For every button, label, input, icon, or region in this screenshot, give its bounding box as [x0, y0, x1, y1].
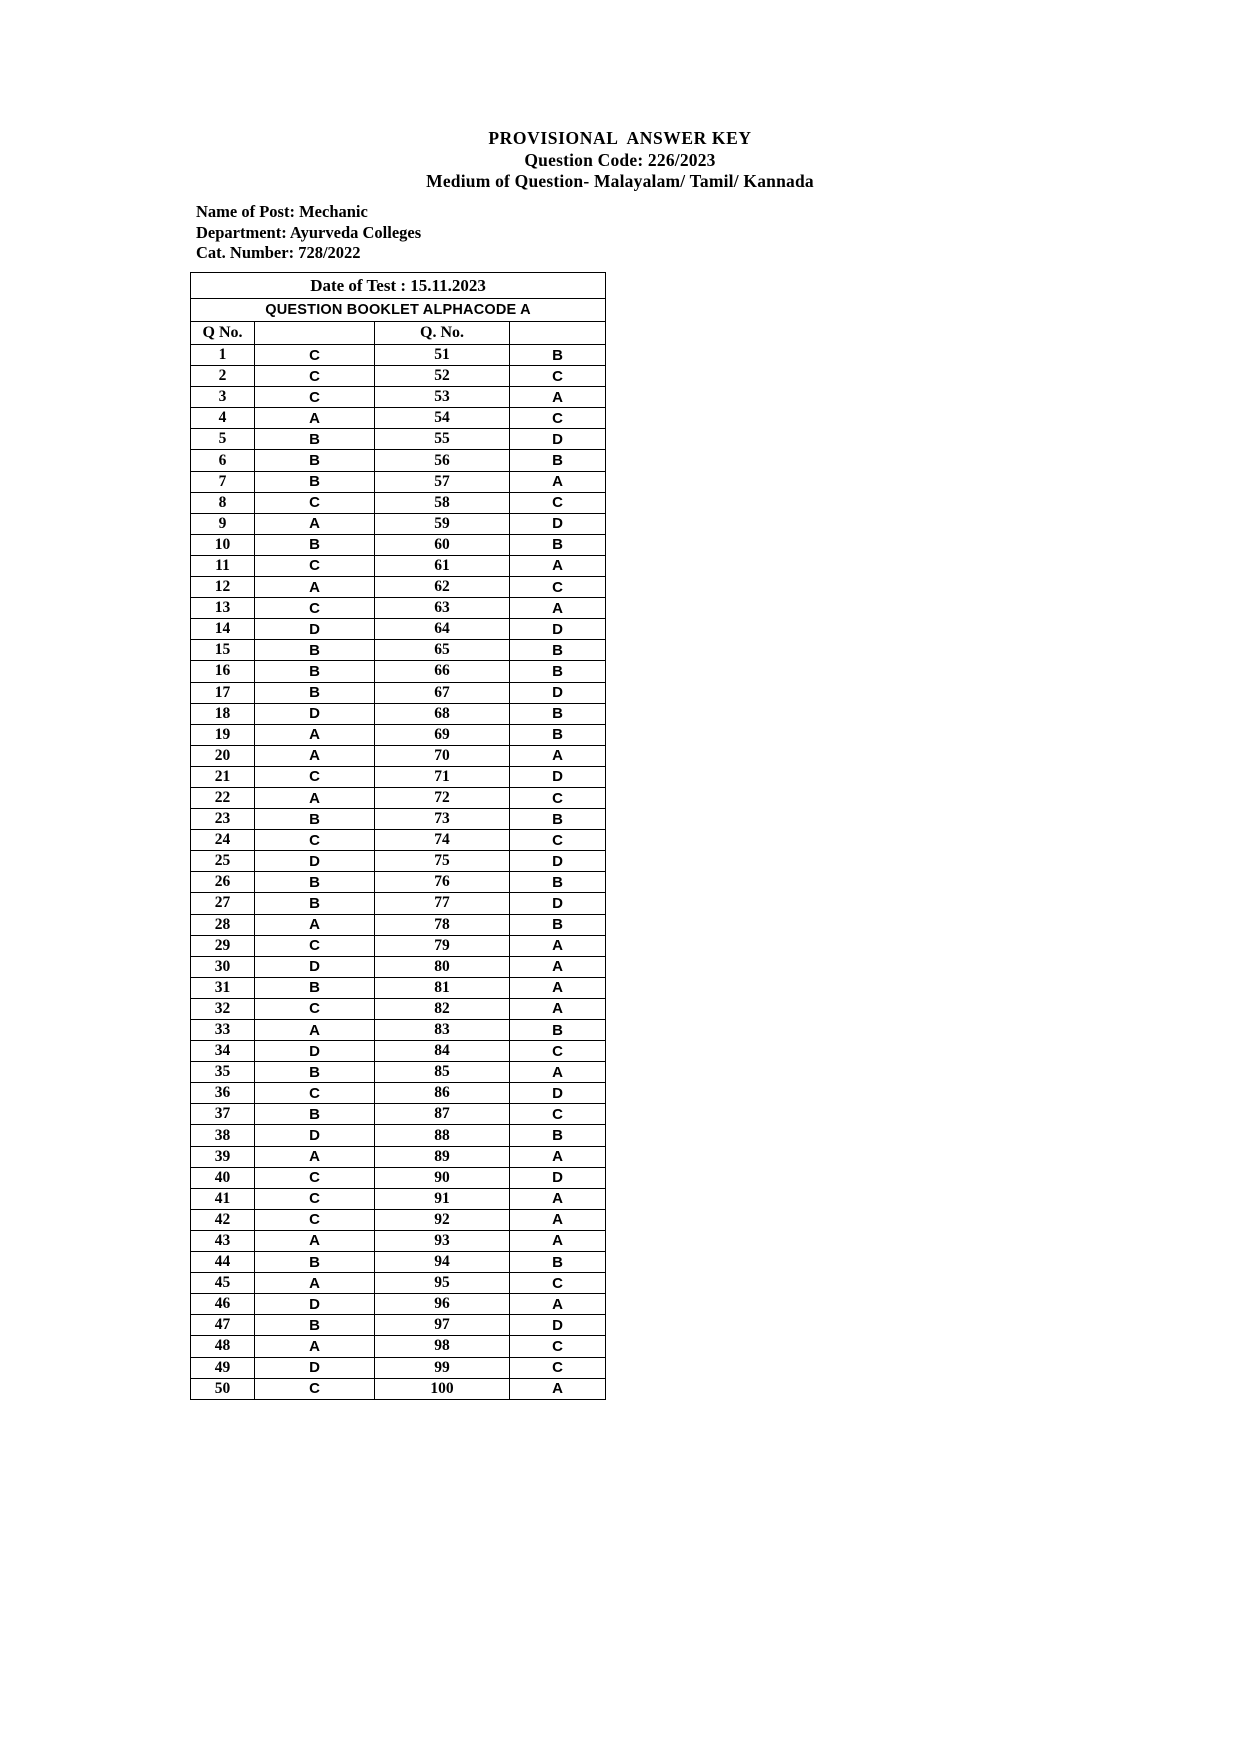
answer-left: C: [255, 555, 375, 576]
answer-right: D: [510, 766, 606, 787]
question-number-right: 97: [375, 1315, 510, 1336]
question-number-right: 81: [375, 977, 510, 998]
answer-right: C: [510, 408, 606, 429]
answer-right: A: [510, 1230, 606, 1251]
table-row: [191, 577, 606, 598]
question-number-left: 21: [191, 766, 255, 787]
answer-right: D: [510, 619, 606, 640]
answer-left: B: [255, 872, 375, 893]
question-number-right: 88: [375, 1125, 510, 1146]
answer-right: C: [510, 1357, 606, 1378]
table-row: [191, 809, 606, 830]
question-number-left: 24: [191, 830, 255, 851]
date-of-test-row: [191, 273, 606, 299]
table-row: [191, 598, 606, 619]
answer-left: C: [255, 492, 375, 513]
answer-right: C: [510, 1041, 606, 1062]
answer-right: D: [510, 1083, 606, 1104]
table-row: [191, 787, 606, 808]
answer-left: C: [255, 1378, 375, 1399]
question-number-right: 57: [375, 471, 510, 492]
question-number-right: 91: [375, 1188, 510, 1209]
answer-left: B: [255, 471, 375, 492]
question-number-right: 96: [375, 1294, 510, 1315]
question-number-left: 27: [191, 893, 255, 914]
table-row: [191, 1378, 606, 1399]
answer-left: A: [255, 1336, 375, 1357]
question-number-right: 54: [375, 408, 510, 429]
answer-left: D: [255, 1125, 375, 1146]
question-number-left: 37: [191, 1104, 255, 1125]
question-number-right: 53: [375, 387, 510, 408]
answer-left: A: [255, 787, 375, 808]
table-row: [191, 1104, 606, 1125]
table-row: [191, 1062, 606, 1083]
question-number-left: 47: [191, 1315, 255, 1336]
question-number-left: 5: [191, 429, 255, 450]
question-number-left: 50: [191, 1378, 255, 1399]
question-number-right: 65: [375, 640, 510, 661]
alphacode-row: [191, 299, 606, 322]
answer-right: B: [510, 703, 606, 724]
question-number-left: 35: [191, 1062, 255, 1083]
question-number-right: 86: [375, 1083, 510, 1104]
table-row: [191, 1273, 606, 1294]
answer-right: A: [510, 471, 606, 492]
table-row: [191, 956, 606, 977]
table-row: [191, 345, 606, 366]
question-number-right: 90: [375, 1167, 510, 1188]
answer-left: B: [255, 1062, 375, 1083]
question-number-right: 72: [375, 787, 510, 808]
table-row: [191, 387, 606, 408]
table-row: [191, 745, 606, 766]
question-code-line: Question Code: 226/2023: [524, 149, 716, 170]
table-row: [191, 661, 606, 682]
answer-left: C: [255, 766, 375, 787]
question-number-right: 69: [375, 724, 510, 745]
answer-right: B: [510, 534, 606, 555]
table-row: [191, 450, 606, 471]
table-row: [191, 1125, 606, 1146]
question-number-right: 71: [375, 766, 510, 787]
answer-right: A: [510, 935, 606, 956]
medium-of-question-line: Medium of Question- Malayalam/ Tamil/ Kannada: [426, 171, 814, 191]
date-of-test-cell: Date of Test : 15.11.2023: [191, 273, 606, 299]
answer-left: D: [255, 703, 375, 724]
question-number-right: 52: [375, 366, 510, 387]
post-info-block: [196, 202, 421, 264]
answer-left: A: [255, 914, 375, 935]
question-number-left: 8: [191, 492, 255, 513]
answer-left: B: [255, 640, 375, 661]
answer-right: A: [510, 387, 606, 408]
question-number-right: 66: [375, 661, 510, 682]
question-number-right: 77: [375, 893, 510, 914]
column-header-row: [191, 322, 606, 345]
answer-left: B: [255, 1104, 375, 1125]
answer-left: B: [255, 977, 375, 998]
answer-left: A: [255, 745, 375, 766]
question-number-left: 49: [191, 1357, 255, 1378]
answer-right: A: [510, 1294, 606, 1315]
answer-right: A: [510, 1188, 606, 1209]
question-number-right: 75: [375, 851, 510, 872]
answer-right: A: [510, 1062, 606, 1083]
question-number-left: 29: [191, 935, 255, 956]
answer-right: B: [510, 1125, 606, 1146]
answer-right: C: [510, 492, 606, 513]
answer-left: A: [255, 408, 375, 429]
department-line: Department: Ayurveda Colleges: [196, 222, 422, 242]
question-number-left: 43: [191, 1230, 255, 1251]
answer-left: B: [255, 1315, 375, 1336]
question-number-left: 17: [191, 682, 255, 703]
answer-right: C: [510, 1273, 606, 1294]
answer-left: A: [255, 1273, 375, 1294]
answer-left: D: [255, 1041, 375, 1062]
table-row: [191, 1167, 606, 1188]
question-number-right: 68: [375, 703, 510, 724]
table-row: [191, 682, 606, 703]
question-number-left: 41: [191, 1188, 255, 1209]
answer-right: A: [510, 1209, 606, 1230]
answer-right: A: [510, 555, 606, 576]
question-number-left: 7: [191, 471, 255, 492]
question-number-left: 18: [191, 703, 255, 724]
answer-left: C: [255, 998, 375, 1019]
question-number-right: 89: [375, 1146, 510, 1167]
answer-right: A: [510, 1378, 606, 1399]
question-number-right: 98: [375, 1336, 510, 1357]
table-row: [191, 1083, 606, 1104]
question-number-right: 100: [375, 1378, 510, 1399]
answer-left: C: [255, 935, 375, 956]
question-number-right: 93: [375, 1230, 510, 1251]
question-number-left: 44: [191, 1252, 255, 1273]
question-number-right: 64: [375, 619, 510, 640]
table-row: [191, 429, 606, 450]
answer-right: A: [510, 598, 606, 619]
question-number-right: 80: [375, 956, 510, 977]
question-number-left: 11: [191, 555, 255, 576]
answer-left: A: [255, 1020, 375, 1041]
table-row: [191, 619, 606, 640]
answer-left: C: [255, 1167, 375, 1188]
question-number-right: 61: [375, 555, 510, 576]
table-row: [191, 998, 606, 1019]
question-number-right: 99: [375, 1357, 510, 1378]
table-row: [191, 893, 606, 914]
answer-right: D: [510, 1167, 606, 1188]
table-row: [191, 1315, 606, 1336]
answer-right: B: [510, 872, 606, 893]
question-number-left: 40: [191, 1167, 255, 1188]
answer-left: A: [255, 577, 375, 598]
question-number-right: 63: [375, 598, 510, 619]
answer-key-table: [190, 272, 606, 1400]
question-number-right: 84: [375, 1041, 510, 1062]
table-row: [191, 703, 606, 724]
question-number-right: 82: [375, 998, 510, 1019]
question-number-left: 4: [191, 408, 255, 429]
answer-left: A: [255, 1230, 375, 1251]
name-of-post-line: Name of Post: Mechanic: [196, 202, 368, 221]
table-row: [191, 1209, 606, 1230]
question-number-left: 15: [191, 640, 255, 661]
answer-right: B: [510, 809, 606, 830]
table-row: [191, 366, 606, 387]
question-number-left: 38: [191, 1125, 255, 1146]
table-row: [191, 977, 606, 998]
question-number-right: 79: [375, 935, 510, 956]
question-number-left: 26: [191, 872, 255, 893]
question-number-left: 9: [191, 513, 255, 534]
question-number-left: 10: [191, 534, 255, 555]
question-number-left: 32: [191, 998, 255, 1019]
alphacode-cell: QUESTION BOOKLET ALPHACODE A: [191, 299, 606, 322]
question-number-right: 73: [375, 809, 510, 830]
question-number-left: 12: [191, 577, 255, 598]
table-row: [191, 1294, 606, 1315]
question-number-left: 14: [191, 619, 255, 640]
answer-right: B: [510, 345, 606, 366]
answer-right: B: [510, 1020, 606, 1041]
question-number-right: 76: [375, 872, 510, 893]
question-number-left: 34: [191, 1041, 255, 1062]
answer-left: B: [255, 809, 375, 830]
table-row: [191, 914, 606, 935]
answer-left: C: [255, 1188, 375, 1209]
question-number-left: 16: [191, 661, 255, 682]
table-row: [191, 1252, 606, 1273]
question-number-right: 58: [375, 492, 510, 513]
answer-left: B: [255, 429, 375, 450]
document-title-block: [0, 128, 1240, 193]
question-number-left: 2: [191, 366, 255, 387]
question-number-right: 83: [375, 1020, 510, 1041]
question-number-left: 6: [191, 450, 255, 471]
answer-right: B: [510, 1252, 606, 1273]
answer-left: B: [255, 450, 375, 471]
answer-right: B: [510, 724, 606, 745]
column-header-right-answer: [510, 322, 606, 345]
question-number-right: 60: [375, 534, 510, 555]
table-row: [191, 492, 606, 513]
answer-right: A: [510, 956, 606, 977]
table-row: [191, 640, 606, 661]
answer-right: D: [510, 851, 606, 872]
question-number-right: 92: [375, 1209, 510, 1230]
question-number-left: 1: [191, 345, 255, 366]
column-header-left-answer: [255, 322, 375, 345]
answer-left: C: [255, 387, 375, 408]
table-row: [191, 471, 606, 492]
answer-left: B: [255, 534, 375, 555]
answer-right: D: [510, 513, 606, 534]
answer-left: C: [255, 830, 375, 851]
answer-left: C: [255, 1083, 375, 1104]
question-number-left: 20: [191, 745, 255, 766]
answer-left: B: [255, 682, 375, 703]
answer-right: B: [510, 914, 606, 935]
answer-left: C: [255, 1209, 375, 1230]
table-row: [191, 1230, 606, 1251]
answer-left: C: [255, 598, 375, 619]
answer-right: A: [510, 977, 606, 998]
table-row: [191, 1357, 606, 1378]
answer-right: D: [510, 1315, 606, 1336]
question-number-right: 85: [375, 1062, 510, 1083]
answer-right: C: [510, 577, 606, 598]
table-row: [191, 935, 606, 956]
answer-left: D: [255, 1357, 375, 1378]
question-number-left: 45: [191, 1273, 255, 1294]
question-number-right: 87: [375, 1104, 510, 1125]
answer-left: D: [255, 1294, 375, 1315]
table-row: [191, 872, 606, 893]
answer-right: C: [510, 366, 606, 387]
answer-right: B: [510, 640, 606, 661]
answer-left: C: [255, 345, 375, 366]
question-number-left: 42: [191, 1209, 255, 1230]
question-number-right: 94: [375, 1252, 510, 1273]
answer-left: A: [255, 724, 375, 745]
answer-right: D: [510, 893, 606, 914]
question-number-right: 55: [375, 429, 510, 450]
question-number-left: 25: [191, 851, 255, 872]
table-row: [191, 513, 606, 534]
answer-left: B: [255, 661, 375, 682]
question-number-left: 36: [191, 1083, 255, 1104]
question-number-right: 62: [375, 577, 510, 598]
answer-right: D: [510, 429, 606, 450]
answer-right: A: [510, 1146, 606, 1167]
answer-left: D: [255, 956, 375, 977]
answer-right: C: [510, 1336, 606, 1357]
answer-right: A: [510, 998, 606, 1019]
question-number-right: 70: [375, 745, 510, 766]
answer-left: B: [255, 1252, 375, 1273]
table-row: [191, 830, 606, 851]
table-row: [191, 408, 606, 429]
table-row: [191, 1041, 606, 1062]
table-row: [191, 1188, 606, 1209]
question-number-left: 30: [191, 956, 255, 977]
answer-left: A: [255, 1146, 375, 1167]
answer-left: B: [255, 893, 375, 914]
question-number-left: 19: [191, 724, 255, 745]
table-row: [191, 1020, 606, 1041]
answer-right: B: [510, 450, 606, 471]
table-row: [191, 766, 606, 787]
question-number-left: 46: [191, 1294, 255, 1315]
table-row: [191, 1336, 606, 1357]
cat-number-line: Cat. Number: 728/2022: [196, 243, 361, 262]
table-row: [191, 724, 606, 745]
question-number-left: 33: [191, 1020, 255, 1041]
question-number-right: 56: [375, 450, 510, 471]
table-row: [191, 555, 606, 576]
answer-left: D: [255, 851, 375, 872]
answer-right: A: [510, 745, 606, 766]
question-number-left: 3: [191, 387, 255, 408]
question-number-left: 28: [191, 914, 255, 935]
column-header-left-qno: Q No.: [191, 322, 255, 345]
answer-left: D: [255, 619, 375, 640]
question-number-right: 59: [375, 513, 510, 534]
question-number-left: 23: [191, 809, 255, 830]
question-number-right: 51: [375, 345, 510, 366]
answer-right: C: [510, 830, 606, 851]
question-number-left: 39: [191, 1146, 255, 1167]
question-number-left: 31: [191, 977, 255, 998]
table-row: [191, 1146, 606, 1167]
answer-left: C: [255, 366, 375, 387]
answer-right: C: [510, 787, 606, 808]
answer-left: A: [255, 513, 375, 534]
table-row: [191, 851, 606, 872]
question-number-right: 78: [375, 914, 510, 935]
page-title: PROVISIONAL ANSWER KEY: [488, 128, 752, 148]
question-number-left: 13: [191, 598, 255, 619]
answer-right: D: [510, 682, 606, 703]
question-number-right: 67: [375, 682, 510, 703]
answer-right: B: [510, 661, 606, 682]
question-number-right: 74: [375, 830, 510, 851]
question-number-right: 95: [375, 1273, 510, 1294]
question-number-left: 22: [191, 787, 255, 808]
column-header-right-qno: Q. No.: [375, 322, 510, 345]
answer-right: C: [510, 1104, 606, 1125]
table-row: [191, 534, 606, 555]
question-number-left: 48: [191, 1336, 255, 1357]
